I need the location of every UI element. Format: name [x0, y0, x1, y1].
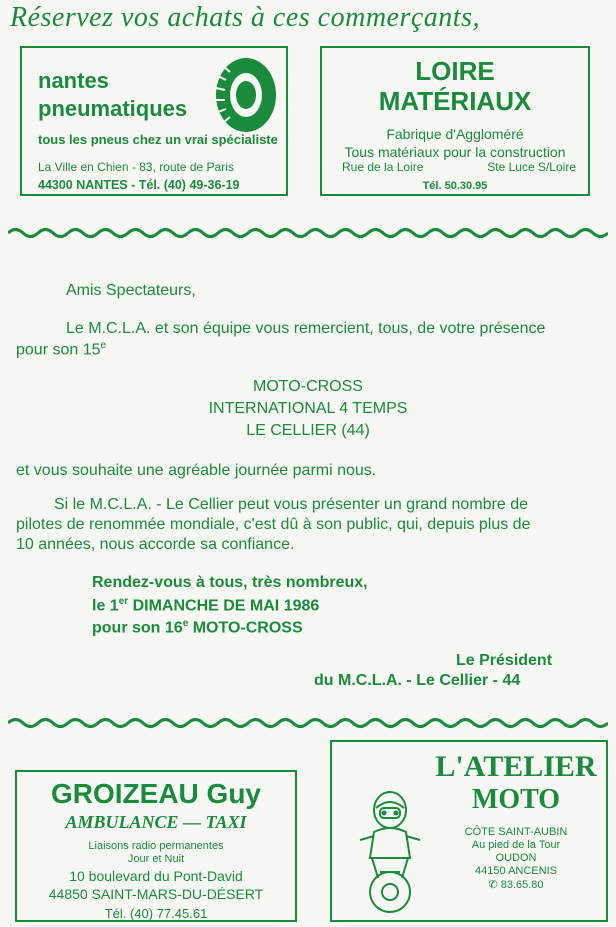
ad-nantes-pneumatiques [20, 46, 288, 196]
ad-loire-town: Ste Luce S/Loire [487, 160, 576, 174]
ad-nantes-line2: pneumatiques [38, 96, 188, 121]
ad-atelier-addr4: 44150 ANCENIS [475, 865, 557, 877]
ad-groizeau-phone: Tél. (40) 77.45.61 [104, 906, 208, 921]
letter-p2-line1: Si le M.C.L.A. - Le Cellier peut vous présenter un grand nombre de [54, 496, 529, 513]
letter-p2-line2: pilotes de renommée mondiale, c'est dû à son public, qui, depuis plus de [16, 516, 531, 533]
ad-groizeau-address: 10 boulevard du Pont-David [69, 868, 243, 884]
ad-loire-street: Rue de la Loire [342, 160, 424, 174]
motorcycle-rider-icon [352, 788, 428, 918]
wavy-divider-bottom [8, 716, 608, 730]
ad-groizeau-city: 44850 SAINT-MARS-DU-DÉSERT [48, 886, 264, 902]
ad-groizeau-service: AMBULANCE — TAXI [65, 812, 247, 832]
tire-icon [208, 56, 280, 134]
letter-p1-line1: Le M.C.L.A. et son équipe vous remercient, tous, de votre présence [66, 320, 546, 337]
ad-atelier-line1: L'ATELIER [435, 750, 597, 783]
ad-loire-phone: Tél. 50.30.95 [422, 180, 488, 192]
ad-atelier-line2: MOTO [471, 784, 561, 815]
letter-greeting: Amis Spectateurs, [66, 282, 196, 299]
ad-atelier-phone: ✆ 83.65.80 [488, 879, 544, 891]
ad-groizeau-info1: Liaisons radio permanentes [88, 840, 224, 852]
ad-atelier-addr3: OUDON [495, 852, 537, 864]
ad-loire-line1: LOIRE [415, 56, 495, 86]
rdv-line3: pour son 16e MOTO-CROSS [92, 618, 303, 637]
rdv-line1: Rendez-vous à tous, très nombreux, [92, 574, 368, 591]
ad-loire-materiaux [320, 46, 590, 196]
ad-groizeau [15, 770, 297, 922]
ad-atelier-addr1: CÔTE SAINT-AUBIN [464, 826, 568, 838]
letter-p2-line3: 10 années, nous accorde sa confiance. [16, 536, 295, 553]
ad-nantes-city-phone: 44300 NANTES - Tél. (40) 49-36-19 [38, 178, 240, 192]
ad-groizeau-name: GROIZEAU Guy [50, 778, 261, 809]
signature-line1: Le Président [456, 652, 553, 669]
ad-groizeau-info2: Jour et Nuit [127, 853, 185, 865]
ad-atelier-moto [330, 740, 608, 922]
wavy-divider-top [8, 226, 608, 240]
letter-p1-line2: pour son 15e [16, 340, 107, 359]
rdv-line2: le 1er DIMANCHE DE MAI 1986 [92, 596, 320, 615]
ad-nantes-line1: nantes [38, 68, 109, 93]
ad-nantes-slogan: tous les pneus chez un vrai spécialiste [38, 132, 278, 147]
ad-loire-sub2: Tous matériaux pour la construction [344, 144, 566, 160]
ad-nantes-address: La Ville en Chien - 83, route de Paris [38, 160, 234, 174]
signature-line2: du M.C.L.A. - Le Cellier - 44 [314, 672, 521, 689]
ad-loire-line2: MATÉRIAUX [378, 86, 532, 116]
event-line2: INTERNATIONAL 4 TEMPS [208, 400, 408, 417]
event-line3: LE CELLIER (44) [246, 422, 370, 439]
header-title: Réservez vos achats à ces commerçants, [10, 2, 480, 33]
ad-atelier-addr2: Au pied de la Tour [471, 839, 561, 851]
ad-loire-sub1: Fabrique d'Aggloméré [386, 126, 524, 142]
letter-wish: et vous souhaite une agréable journée parmi nous. [16, 462, 377, 479]
event-line1: MOTO-CROSS [253, 378, 363, 395]
